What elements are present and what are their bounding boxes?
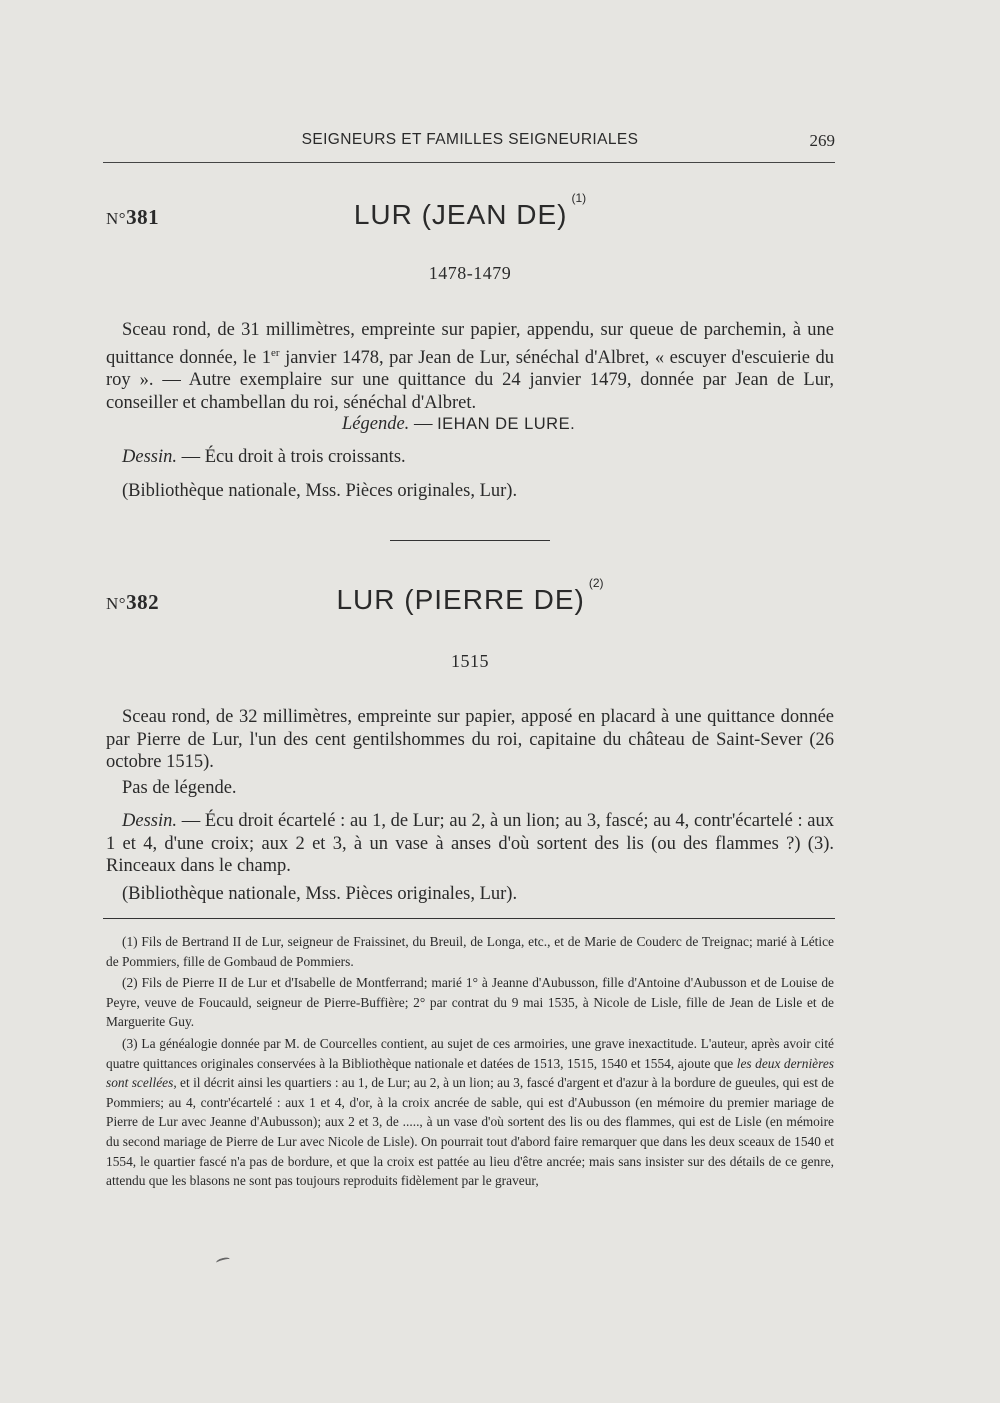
- entry-title-382: [106, 575, 834, 616]
- title-text: LUR (PIERRE DE): [336, 584, 585, 615]
- entry-separator: [390, 540, 550, 541]
- footnote-3-start: (3) La généalogie donnée par M. de Courcelles contient, au sujet de ces armoiries, une grave inexactitude. L'auteur, après avoir cité quatre quittances originales conservées à la Bibliothèque nationale et datées de 1513, 1515, 1540 et 1554, ajoute que: [106, 1036, 834, 1071]
- footnote-1: (1) Fils de Bertrand II de Lur, seigneur de Fraissinet, du Breuil, de Longa, etc., et de Marie de Couderc de Treignac; marié à Létice de Pommiers, fille de Gombaud de Pommiers.: [106, 934, 834, 969]
- legend-dash: —: [413, 414, 433, 434]
- drawing-label: Dessin.: [122, 811, 177, 831]
- number-value: 381: [126, 205, 160, 229]
- footnote-ref: (1): [571, 190, 587, 205]
- footnote-rule: [103, 918, 835, 919]
- title-text: LUR (JEAN DE): [353, 199, 568, 230]
- entry-description-382: Sceau rond, de 32 millimètres, empreinte sur papier, apposé en placard à une quittance donnée par Pierre de Lur, l'un des cent gentilshommes du roi, capitaine du château de Saint-Sever (26 octobre 1515).: [106, 707, 834, 772]
- header-rule: [103, 162, 835, 163]
- entry-dates-381: 1478-1479: [428, 263, 512, 283]
- ordinal-superscript: er: [271, 346, 280, 359]
- footnote-2: (2) Fils de Pierre II de Lur et d'Isabelle de Montferrand; marié 1° à Jeanne d'Aubusson, fille d'Antoine d'Aubusson et de Louise de Peyre, veuve de Foucauld, seigneur de Pierre-Buffière; 2° par contrat du 9 mai 1535, à Nicole de Lisle, fille de Jean de Lisle et de Marguerite Guy.: [106, 975, 834, 1030]
- drawing-label: Dessin.: [122, 447, 177, 467]
- number-prefix: N°: [106, 209, 127, 228]
- description-end: janvier 1478, par Jean de Lur, sénéchal d'Albret, « escuyer d'escuierie du roy ». — Autre exemplaire sur une quittance du 24 janvier 1479, donnée par Jean de Lur, conseiller et chambellan du roi, sénéchal d'Albret.: [106, 347, 834, 413]
- drawing-text: — Écu droit à trois croissants.: [181, 447, 406, 467]
- entry-description-381: [106, 319, 834, 414]
- entry-drawing-381: [122, 447, 406, 468]
- entry-drawing-382: [106, 810, 834, 878]
- footnote-3-end: , et il décrit ainsi les quartiers : au 1, de Lur; au 2, à un lion; au 3, fascé d'argent et d'azur à la bordure de gueules, qui est de Pommiers; au 4, contr'écartelé : aux 1 et 4, d'or, à la croix ancrée de sable, qui est d'Aubusson (en mémoire du premier mariage de Pierre de Lur avec Jeanne d'Aubusson); aux 2 et 3, de ....., à un vase d'où sortent des lis ou des flammes, qui est de Lisle (en mémoire du second mariage de Pierre de Lur avec Nicole de Lisle). On pourrait tout d'abord faire remarquer que dans les deux sceaux de 1540 et 1554, le quartier fascé n'a pas de bordure, et que la croix est pattée au lieu d'être ancrée; mais sans insister sur des détails de ce genre, attendu que les blasons ne sont pas toujours reproduits fidèlement par le graveur,: [106, 1075, 834, 1189]
- entry-title-381: [106, 190, 834, 231]
- drawing-text: — Écu droit écartelé : au 1, de Lur; au 2, à un lion; au 3, fascé; au 4, contr'écartelé : aux 1 et 4, d'une croix; aux 2 et 3, à un vase à anses d'où sortent des lis (ou des flammes ?) (3). Rinceaux dans le champ.: [106, 811, 835, 876]
- running-head: SEIGNEURS ET FAMILLES SEIGNEURIALES: [301, 131, 639, 148]
- number-prefix: N°: [106, 594, 127, 613]
- number-value: 382: [126, 590, 160, 614]
- footnote-3-italic: les deux dernières sont scellées: [106, 1055, 834, 1091]
- ink-mark: [215, 1256, 230, 1265]
- entry-dates-382: 1515: [451, 651, 489, 671]
- entry-source-382: (Bibliothèque nationale, Mss. Pièces originales, Lur).: [122, 884, 518, 904]
- page-number: 269: [809, 131, 835, 150]
- entry-legend-381: [342, 414, 575, 435]
- legend-text: IEHAN DE LURE.: [437, 415, 576, 433]
- footnote-3: [106, 1034, 834, 1191]
- footnote-ref: (2): [588, 575, 604, 590]
- legend-label: Légende.: [342, 414, 410, 434]
- description-start: Sceau rond, de 31 millimètres, empreinte sur papier, appendu, sur queue de parchemin, à une quittance donnée, le 1: [106, 320, 834, 368]
- entry-legend-382: Pas de légende.: [122, 778, 237, 798]
- entry-source-381: (Bibliothèque nationale, Mss. Pièces originales, Lur).: [122, 481, 518, 501]
